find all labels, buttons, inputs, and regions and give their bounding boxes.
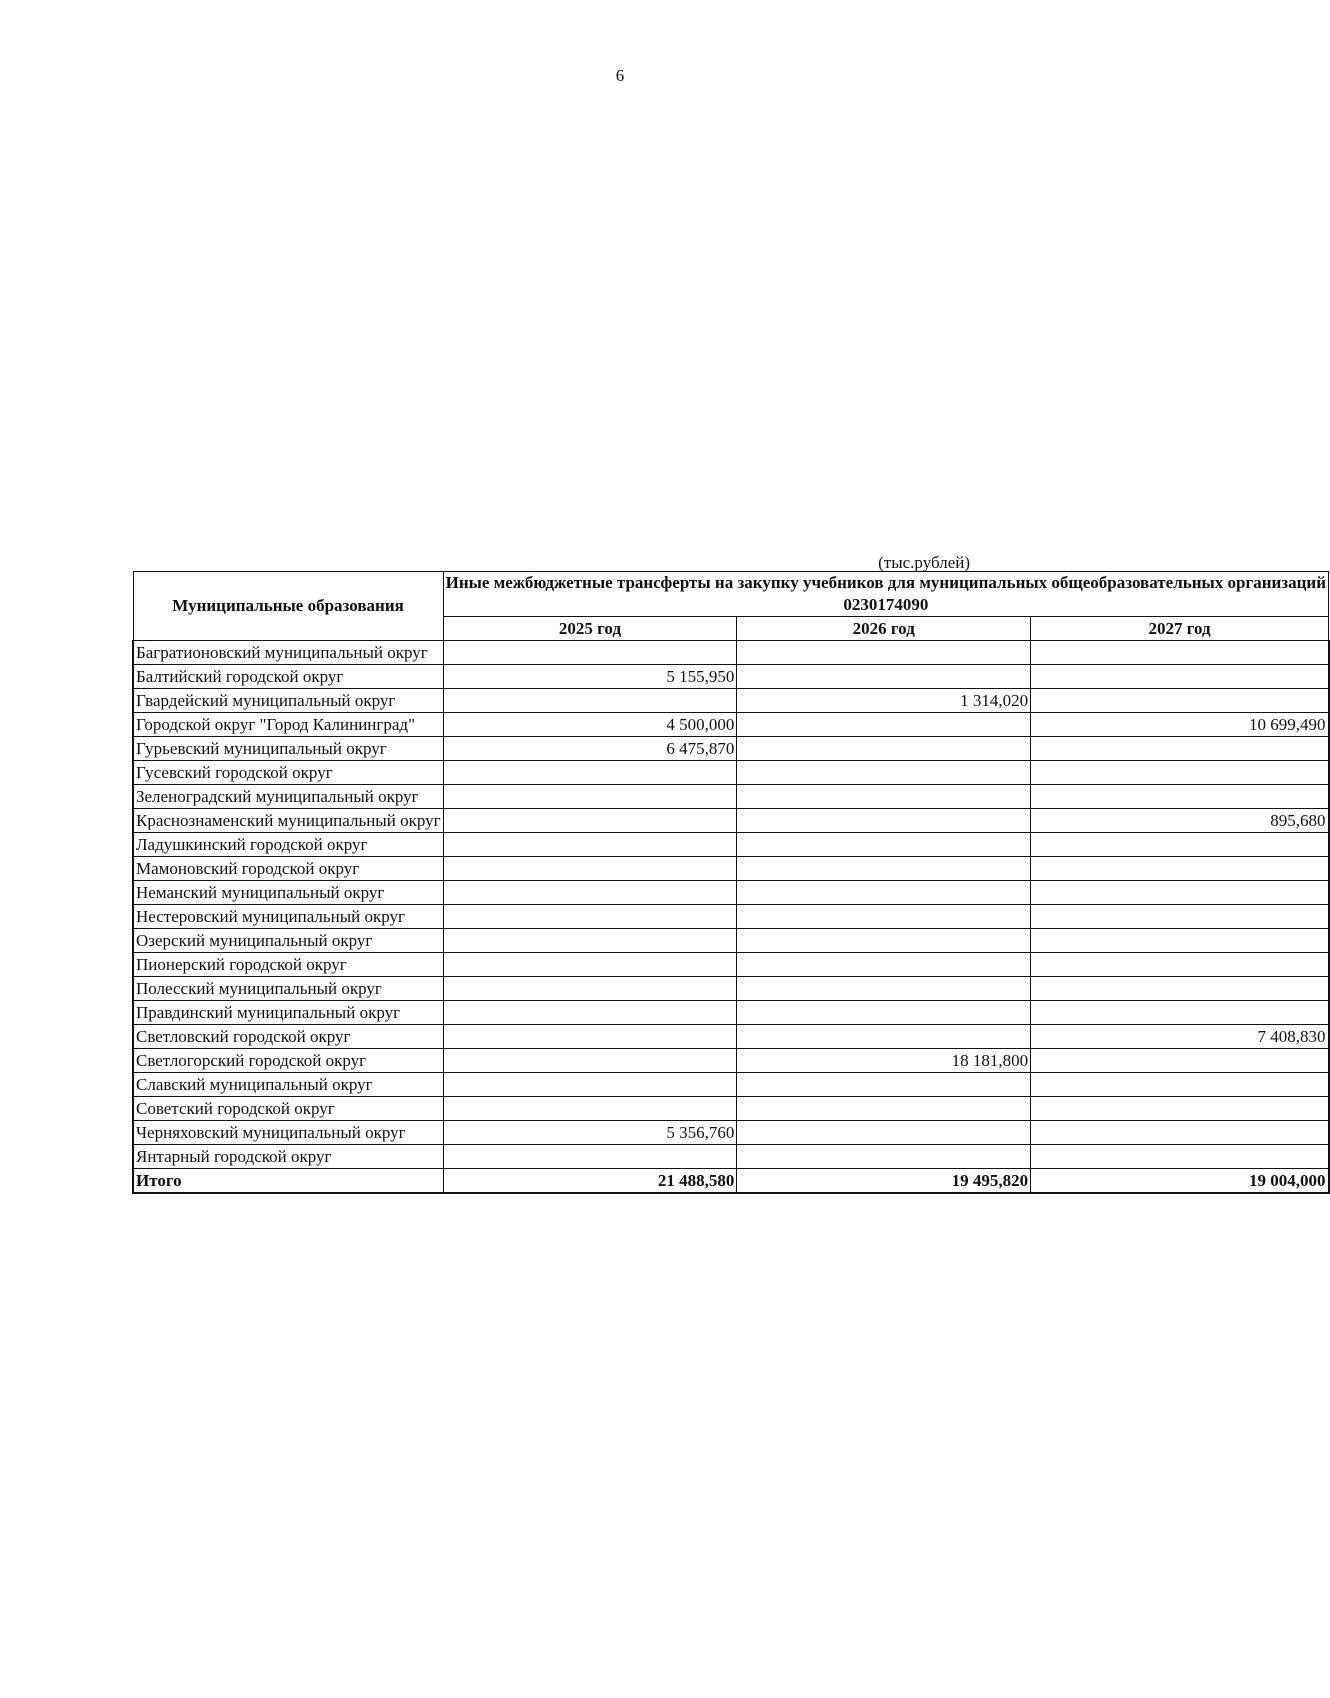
total-label: Итого xyxy=(133,1169,443,1194)
value-2025 xyxy=(443,953,737,977)
value-2025: 4 500,000 xyxy=(443,713,737,737)
value-2026 xyxy=(737,713,1031,737)
table-row xyxy=(133,1049,1329,1073)
table-row xyxy=(133,1025,1329,1049)
value-2027 xyxy=(1031,953,1329,977)
header-year-2027: 2027 год xyxy=(1031,617,1329,641)
municipality-name: Славский муниципальный округ xyxy=(133,1073,443,1097)
value-2025 xyxy=(443,1025,737,1049)
value-2027 xyxy=(1031,1145,1329,1169)
header-year-2026: 2026 год xyxy=(737,617,1031,641)
total-2027: 19 004,000 xyxy=(1031,1169,1329,1194)
municipality-name: Черняховский муниципальный округ xyxy=(133,1121,443,1145)
unit-note: (тыс.рублей) xyxy=(878,553,970,572)
table-row xyxy=(133,665,1329,689)
municipality-name: Неманский муниципальный округ xyxy=(133,881,443,905)
value-2026 xyxy=(737,809,1031,833)
value-2025 xyxy=(443,809,737,833)
value-2025 xyxy=(443,1145,737,1169)
table-row xyxy=(133,905,1329,929)
value-2026 xyxy=(737,641,1031,665)
table-row xyxy=(133,833,1329,857)
total-2025: 21 488,580 xyxy=(443,1169,737,1194)
municipality-name: Пионерский городской округ xyxy=(133,953,443,977)
value-2026 xyxy=(737,1001,1031,1025)
value-2026 xyxy=(737,833,1031,857)
total-row xyxy=(133,1169,1329,1194)
value-2027 xyxy=(1031,1001,1329,1025)
table-body xyxy=(133,641,1329,1169)
municipality-name: Янтарный городской округ xyxy=(133,1145,443,1169)
value-2025 xyxy=(443,905,737,929)
value-2026 xyxy=(737,665,1031,689)
value-2026 xyxy=(737,785,1031,809)
value-2025 xyxy=(443,857,737,881)
value-2025 xyxy=(443,761,737,785)
value-2027 xyxy=(1031,833,1329,857)
municipality-name: Полесский муниципальный округ xyxy=(133,977,443,1001)
value-2027: 895,680 xyxy=(1031,809,1329,833)
header-municipalities: Муниципальные образования xyxy=(133,572,443,641)
municipality-name: Советский городской округ xyxy=(133,1097,443,1121)
municipality-name: Балтийский городской округ xyxy=(133,665,443,689)
table-row xyxy=(133,809,1329,833)
value-2027: 7 408,830 xyxy=(1031,1025,1329,1049)
municipality-name: Ладушкинский городской округ xyxy=(133,833,443,857)
value-2027 xyxy=(1031,1049,1329,1073)
value-2027 xyxy=(1031,1073,1329,1097)
value-2027 xyxy=(1031,641,1329,665)
table-row xyxy=(133,1121,1329,1145)
value-2026 xyxy=(737,857,1031,881)
value-2027 xyxy=(1031,785,1329,809)
table-row xyxy=(133,713,1329,737)
value-2025 xyxy=(443,833,737,857)
value-2026 xyxy=(737,881,1031,905)
value-2026 xyxy=(737,953,1031,977)
municipality-name: Гурьевский муниципальный округ xyxy=(133,737,443,761)
municipality-name: Багратионовский муниципальный округ xyxy=(133,641,443,665)
value-2026: 18 181,800 xyxy=(737,1049,1031,1073)
value-2027 xyxy=(1031,977,1329,1001)
header-transfer-title xyxy=(443,572,1328,617)
municipality-name: Гвардейский муниципальный округ xyxy=(133,689,443,713)
value-2027 xyxy=(1031,857,1329,881)
table-row xyxy=(133,1097,1329,1121)
table-row xyxy=(133,1145,1329,1169)
value-2026 xyxy=(737,1097,1031,1121)
value-2026 xyxy=(737,1073,1031,1097)
value-2025 xyxy=(443,1001,737,1025)
municipality-name: Краснознаменский муниципальный округ xyxy=(133,809,443,833)
municipality-name: Светловский городской округ xyxy=(133,1025,443,1049)
table-row xyxy=(133,1001,1329,1025)
table-row xyxy=(133,881,1329,905)
value-2025 xyxy=(443,977,737,1001)
value-2027 xyxy=(1031,1097,1329,1121)
header-year-2025: 2025 год xyxy=(443,617,737,641)
value-2025 xyxy=(443,929,737,953)
table-row xyxy=(133,977,1329,1001)
value-2026 xyxy=(737,977,1031,1001)
value-2025 xyxy=(443,1097,737,1121)
table-row xyxy=(133,689,1329,713)
value-2027 xyxy=(1031,665,1329,689)
municipality-name: Озерский муниципальный округ xyxy=(133,929,443,953)
value-2025: 5 155,950 xyxy=(443,665,737,689)
value-2025 xyxy=(443,881,737,905)
municipality-name: Городской округ "Город Калининград" xyxy=(133,713,443,737)
value-2026 xyxy=(737,737,1031,761)
table-row xyxy=(133,953,1329,977)
value-2025 xyxy=(443,1049,737,1073)
value-2027 xyxy=(1031,881,1329,905)
table-row xyxy=(133,1073,1329,1097)
value-2025 xyxy=(443,785,737,809)
municipality-name: Нестеровский муниципальный округ xyxy=(133,905,443,929)
value-2025 xyxy=(443,641,737,665)
value-2025 xyxy=(443,689,737,713)
municipality-name: Гусевский городской округ xyxy=(133,761,443,785)
municipality-name: Зеленоградский муниципальный округ xyxy=(133,785,443,809)
value-2027 xyxy=(1031,737,1329,761)
value-2025 xyxy=(443,1073,737,1097)
value-2025: 6 475,870 xyxy=(443,737,737,761)
value-2027 xyxy=(1031,689,1329,713)
value-2026 xyxy=(737,929,1031,953)
table-row xyxy=(133,857,1329,881)
municipality-name: Светлогорский городской округ xyxy=(133,1049,443,1073)
total-2026: 19 495,820 xyxy=(737,1169,1031,1194)
transfers-table xyxy=(132,571,1330,1194)
value-2026 xyxy=(737,1025,1031,1049)
table-row xyxy=(133,641,1329,665)
value-2026 xyxy=(737,1121,1031,1145)
value-2027 xyxy=(1031,905,1329,929)
header-budget-code: 0230174090 xyxy=(843,595,929,614)
value-2026 xyxy=(737,761,1031,785)
value-2026: 1 314,020 xyxy=(737,689,1031,713)
municipality-name: Мамоновский городской округ xyxy=(133,857,443,881)
value-2026 xyxy=(737,1145,1031,1169)
table-row xyxy=(133,761,1329,785)
header-title-text: Иные межбюджетные трансферты на закупку учебников для муниципальных общеобразовательных организаций xyxy=(445,573,1327,592)
value-2027 xyxy=(1031,929,1329,953)
page-number: 6 xyxy=(615,66,625,85)
value-2027: 10 699,490 xyxy=(1031,713,1329,737)
value-2025: 5 356,760 xyxy=(443,1121,737,1145)
table-row xyxy=(133,929,1329,953)
municipality-name: Правдинский муниципальный округ xyxy=(133,1001,443,1025)
value-2027 xyxy=(1031,1121,1329,1145)
value-2027 xyxy=(1031,761,1329,785)
value-2026 xyxy=(737,905,1031,929)
table-row xyxy=(133,785,1329,809)
table-row xyxy=(133,737,1329,761)
